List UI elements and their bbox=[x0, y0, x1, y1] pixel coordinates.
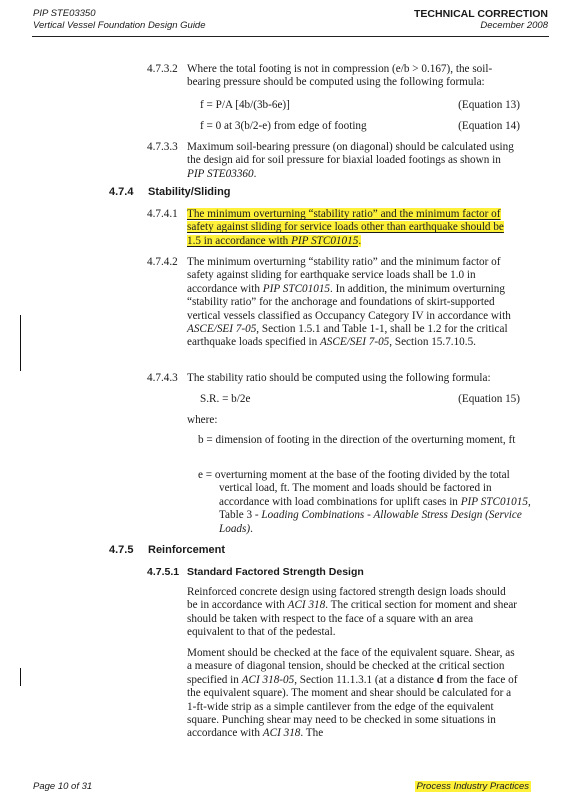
section-number-4743: 4.7.4.3 bbox=[147, 372, 178, 384]
doc-id: PIP STE03350 bbox=[33, 8, 96, 19]
definition-b: b = dimension of footing in the direction of the overturning moment, ft bbox=[198, 434, 516, 446]
section-title-475: Reinforcement bbox=[148, 544, 226, 556]
reference: ASCE/SEI 7-05 bbox=[187, 323, 257, 336]
text: . The critical section for moment and shear should be taken with respect to the face of a square with an area equivalent to that of the pedestal. bbox=[187, 599, 518, 639]
text: , Section 15.7.10.5. bbox=[389, 336, 476, 349]
section-4742-text bbox=[187, 256, 519, 350]
section-number-4742: 4.7.4.2 bbox=[147, 256, 178, 268]
reference: PIP STE03360 bbox=[187, 167, 254, 180]
doc-title: Vertical Vessel Foundation Design Guide bbox=[33, 20, 206, 31]
technical-correction-label: TECHNICAL CORRECTION bbox=[414, 8, 548, 20]
text: Moment should be checked at the face of the equivalent square. Shear, as a measure of diagonal tension, should be checked at the critical section specified in bbox=[187, 647, 515, 686]
text: . In addition, the minimum overturning “stability ratio” for the anchorage and foundations of skirt-supported vertical vessels classified as Occupancy Category IV in accordance with bbox=[187, 282, 511, 322]
text: Maximum soil-bearing pressure (on diagonal) should be calculated using the design aid for soil pressure for biaxial loaded footings as shown in bbox=[187, 141, 514, 167]
change-bar bbox=[20, 315, 21, 371]
change-bar bbox=[20, 668, 21, 686]
reference: ACI 318 bbox=[287, 599, 326, 612]
section-number-475: 4.7.5 bbox=[109, 544, 134, 556]
header-date: December 2008 bbox=[480, 20, 548, 31]
section-4741-text bbox=[187, 208, 519, 248]
text: Reinforced concrete design using factored strength design loads should be in accordance with bbox=[187, 586, 506, 612]
section-number-4751: 4.7.5.1 bbox=[147, 566, 180, 578]
text: e = overturning moment at the base of the footing divided by the total vertical load, ft. The moment and loads should be factored in accordance with load combinations for uplift cases in bbox=[198, 469, 510, 508]
reference: Loading Combinations - Allowable Stress Design (Service Loads) bbox=[219, 509, 522, 535]
section-number-4732: 4.7.3.2 bbox=[147, 63, 178, 75]
page-header-left bbox=[33, 8, 206, 32]
section-4733-text bbox=[187, 141, 519, 181]
highlighted-text: The minimum overturning “stability ratio” and the minimum factor of safety against sliding for service loads other than earthquake should be 1.5 in accordance with bbox=[187, 208, 504, 247]
reference: ACI 318 bbox=[262, 727, 301, 740]
section-4743-text: The stability ratio should be computed using the following formula: bbox=[187, 372, 491, 384]
reference: PIP STC01015 bbox=[460, 495, 528, 508]
footer-organization: Process Industry Practices bbox=[416, 781, 529, 792]
section-heading-475 bbox=[109, 544, 225, 556]
page-header-right bbox=[414, 8, 548, 32]
bold-variable: d bbox=[436, 673, 443, 686]
section-heading-4751 bbox=[147, 566, 364, 578]
text: The minimum overturning “stability ratio” and the minimum factor of safety against sliding for earthquake service loads shall be 1.0 in accordance with bbox=[187, 256, 501, 295]
definition-e bbox=[198, 469, 541, 536]
section-title-474: Stability/Sliding bbox=[148, 186, 231, 198]
text: . The bbox=[300, 727, 324, 740]
text: . bbox=[250, 522, 253, 535]
equation-14-label: (Equation 14) bbox=[458, 120, 520, 132]
reference: PIP STC01015 bbox=[291, 234, 359, 247]
text: , Section 1.5.1 and Table 1-1, shall be 1.2 for the critical earthquake loads specified in bbox=[187, 323, 508, 349]
reference: ASCE/SEI 7-05 bbox=[319, 336, 390, 349]
section-number-4741: 4.7.4.1 bbox=[147, 208, 178, 220]
equation-14: f = 0 at 3(b/2-e) from edge of footing bbox=[200, 120, 367, 132]
section-4751-paragraph-1 bbox=[187, 586, 519, 640]
text: , Table 3 - bbox=[219, 495, 531, 522]
equation-13-label: (Equation 13) bbox=[458, 99, 520, 111]
text: , Section 11.1.3.1 (at a distance bbox=[294, 673, 437, 686]
section-heading-474 bbox=[109, 186, 231, 198]
equation-15-label: (Equation 15) bbox=[458, 393, 520, 405]
text: from the face of the equivalent square). The moment and shear should be calculated for a 1-ft-wide strip as a simple cantilever from the edge of the equivalent square. Punching shear may need to be checked in some situations in accordance with bbox=[187, 673, 518, 740]
section-4732-text: Where the total footing is not in compression (e/b > 0.167), the soil-bearing pressure should be computed using the following formula: bbox=[187, 63, 493, 89]
section-title-4751: Standard Factored Strength Design bbox=[187, 566, 364, 578]
page-number: Page 10 of 31 bbox=[33, 781, 93, 792]
text: . bbox=[253, 167, 257, 180]
equation-15: S.R. = b/2e bbox=[200, 393, 251, 405]
equation-13: f = P/A [4b/(3b-6e)] bbox=[200, 99, 290, 111]
reference: ACI 318-05 bbox=[241, 673, 295, 686]
header-rule bbox=[32, 36, 549, 37]
section-number-474: 4.7.4 bbox=[109, 186, 134, 198]
text: . bbox=[358, 234, 362, 247]
where-label: where: bbox=[187, 414, 218, 426]
reference: PIP STC01015 bbox=[262, 282, 331, 295]
section-number-4733: 4.7.3.3 bbox=[147, 141, 178, 153]
section-4751-paragraph-2 bbox=[187, 647, 519, 741]
